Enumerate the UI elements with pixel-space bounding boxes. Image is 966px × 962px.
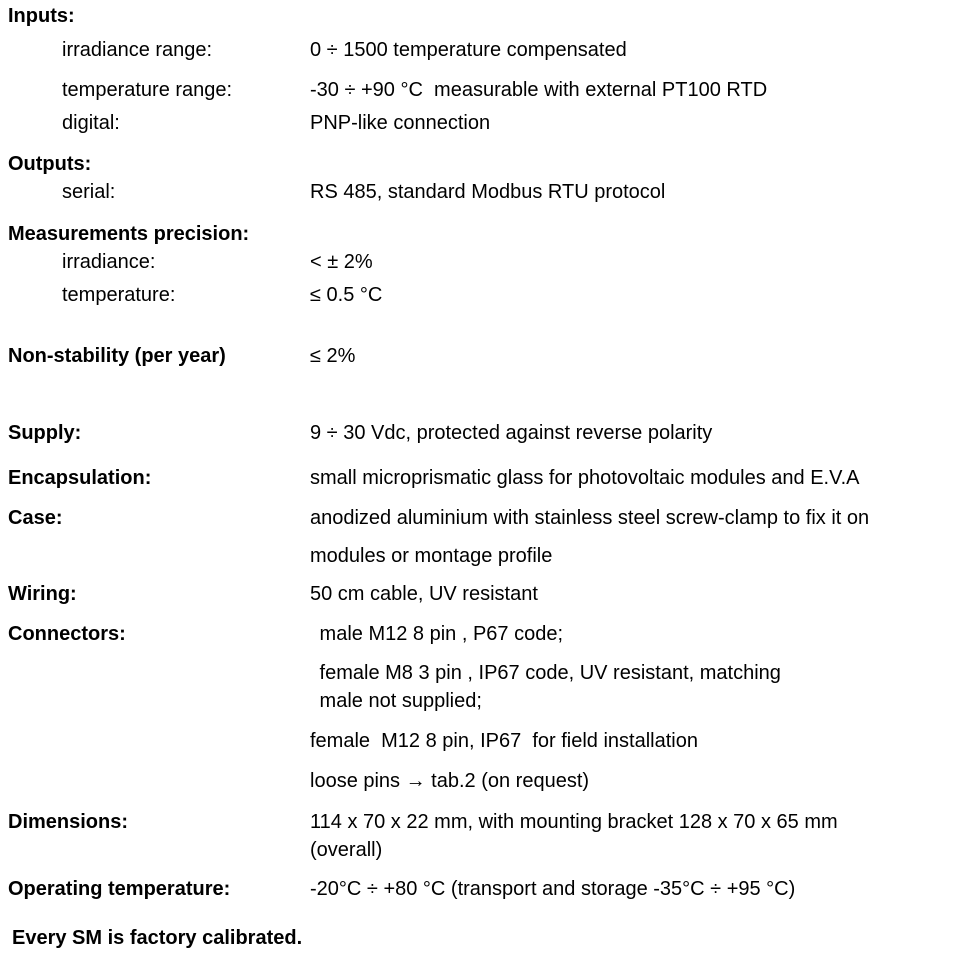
spec-label-temperature-range: temperature range:	[62, 79, 233, 101]
spec-row-temperature-range	[0, 78, 966, 101]
spec-value-operating-temperature: -20°C ÷ +80 °C (transport and storage -35°C ÷ +95 °C)	[310, 878, 796, 900]
spec-value-dimensions-line1: 114 x 70 x 22 mm, with mounting bracket 128 x 70 x 65 mm	[310, 811, 838, 833]
spec-row-non-stability	[0, 344, 966, 367]
spec-label-operating-temperature: Operating temperature:	[8, 878, 231, 900]
spec-label-digital: digital:	[62, 112, 120, 134]
spec-value-supply: 9 ÷ 30 Vdc, protected against reverse polarity	[310, 422, 713, 444]
spec-value-precision-irradiance: < ± 2%	[310, 251, 373, 273]
spec-label-precision-irradiance: irradiance:	[62, 251, 156, 273]
spec-label-non-stability: Non-stability (per year)	[8, 345, 226, 367]
spec-value-wiring: 50 cm cable, UV resistant	[310, 583, 538, 605]
spec-label-dimensions: Dimensions:	[8, 811, 129, 833]
spec-row-digital	[0, 111, 966, 134]
spec-row-case	[0, 506, 966, 529]
spec-row-supply	[0, 421, 966, 444]
spec-value-precision-temperature: ≤ 0.5 °C	[310, 284, 383, 306]
spec-row-precision-irradiance	[0, 250, 966, 273]
spec-value-serial: RS 485, standard Modbus RTU protocol	[310, 181, 666, 203]
spec-row-serial	[0, 180, 966, 203]
section-heading-inputs: Inputs:	[8, 5, 75, 27]
spec-value-connectors-line5: loose pins → tab.2 (on request)	[310, 770, 590, 792]
spec-row-precision-temperature	[0, 283, 966, 306]
spec-row-dimensions	[0, 810, 966, 833]
spec-label-wiring: Wiring:	[8, 583, 77, 605]
spec-label-connectors: Connectors:	[8, 623, 126, 645]
spec-value-connectors-line4: female M12 8 pin, IP67 for field installation	[310, 730, 698, 752]
section-heading-measurements-precision: Measurements precision:	[8, 223, 250, 245]
spec-value-case-line2: modules or montage profile	[310, 545, 553, 567]
footer-calibration-note: Every SM is factory calibrated.	[12, 927, 303, 949]
spec-row-connectors	[0, 622, 966, 645]
spec-value-connectors-line1: male M12 8 pin , P67 code;	[314, 623, 564, 645]
spec-value-connectors-line2: female M8 3 pin , IP67 code, UV resistant, matching	[314, 662, 781, 684]
spec-label-case: Case:	[8, 507, 63, 529]
spec-value-digital: PNP-like connection	[310, 112, 491, 134]
spec-value-irradiance-range: 0 ÷ 1500 temperature compensated	[310, 39, 627, 61]
spec-row-irradiance-range	[0, 38, 966, 61]
spec-label-encapsulation: Encapsulation:	[8, 467, 152, 489]
spec-label-irradiance-range: irradiance range:	[62, 39, 213, 61]
spec-value-non-stability: ≤ 2%	[310, 345, 356, 367]
spec-row-operating-temperature	[0, 877, 966, 900]
spec-value-case-line1: anodized aluminium with stainless steel screw-clamp to fix it on	[310, 507, 870, 529]
section-heading-outputs: Outputs:	[8, 153, 92, 175]
spec-row-encapsulation	[0, 466, 966, 489]
spec-value-encapsulation: small microprismatic glass for photovoltaic modules and E.V.A	[310, 467, 860, 489]
spec-label-supply: Supply:	[8, 422, 82, 444]
spec-label-serial: serial:	[62, 181, 116, 203]
spec-value-connectors-line3: male not supplied;	[314, 690, 482, 712]
spec-value-temperature-range: -30 ÷ +90 °C measurable with external PT100 RTD	[310, 79, 768, 101]
spec-value-dimensions-line2: (overall)	[310, 839, 383, 861]
spec-row-wiring	[0, 582, 966, 605]
spec-label-precision-temperature: temperature:	[62, 284, 176, 306]
